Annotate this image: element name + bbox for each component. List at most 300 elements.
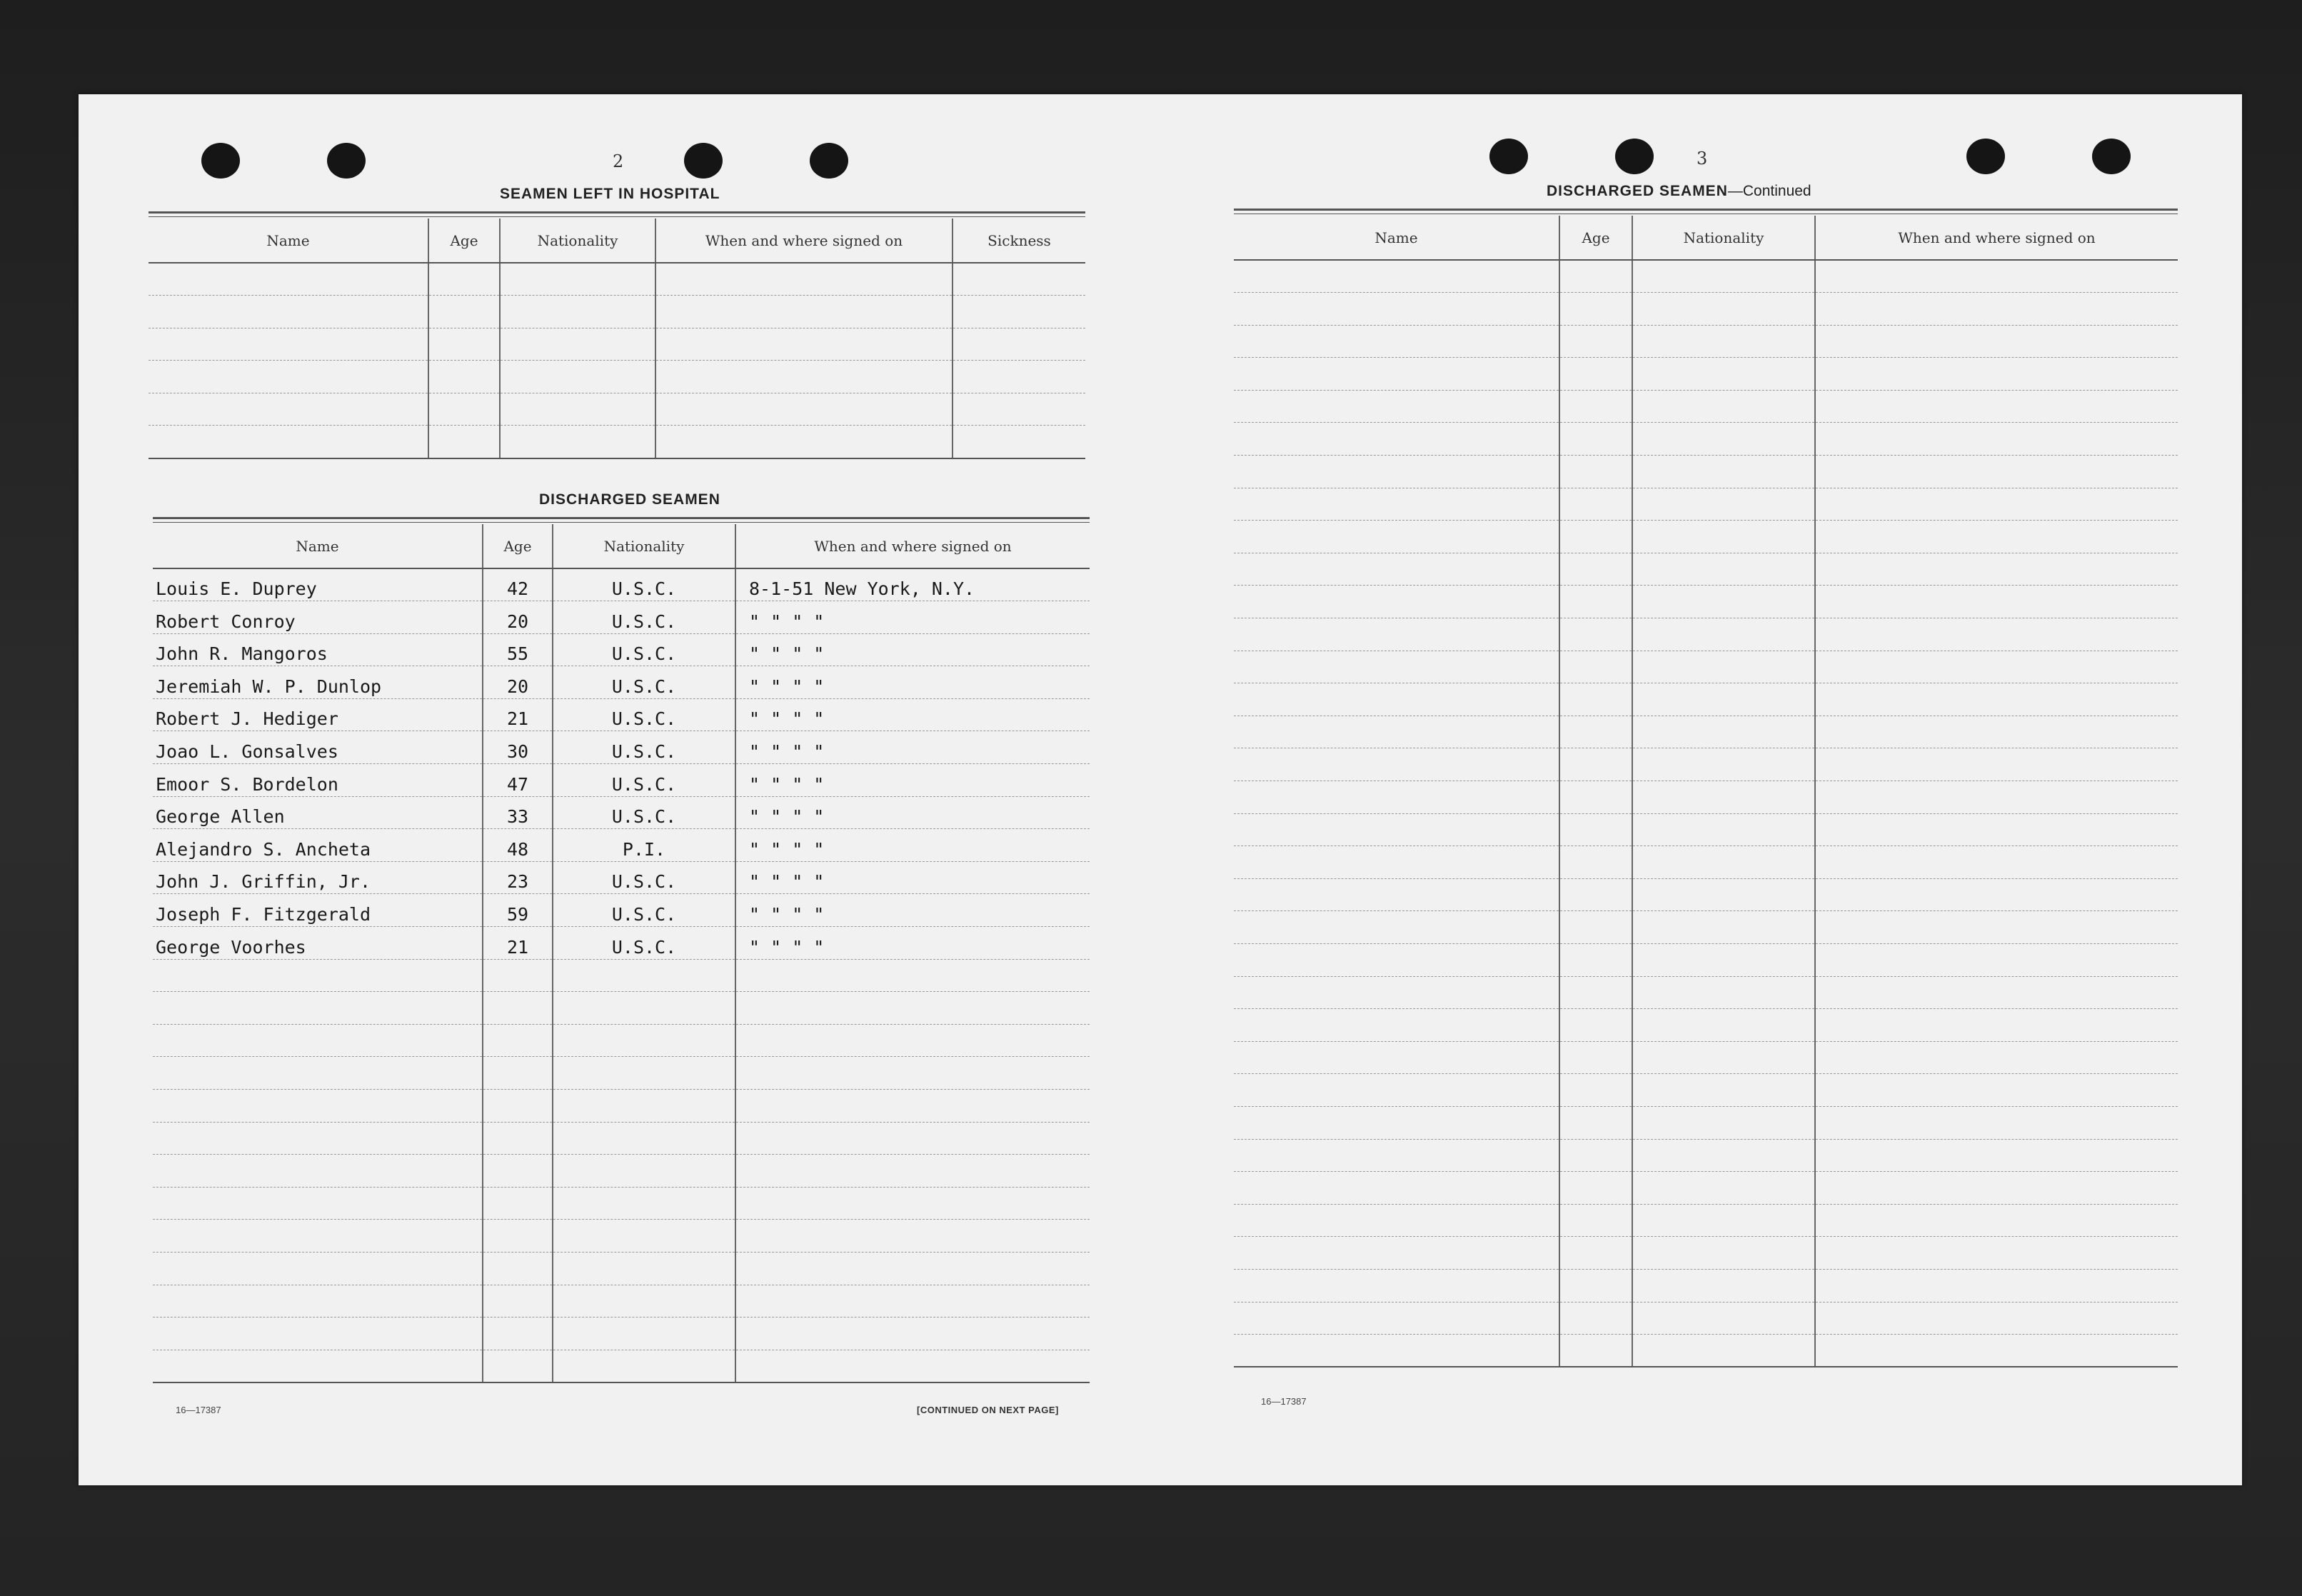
continued-empty-cell (1632, 423, 1815, 456)
continued-empty-cell (1559, 553, 1632, 586)
discharged-empty-cell (553, 1187, 735, 1220)
continued-empty-cell (1234, 488, 1559, 521)
nationality-cell: U.S.C. (553, 796, 735, 829)
discharged-empty-cell (553, 1090, 735, 1123)
continued-empty-cell (1234, 781, 1559, 814)
continued-empty-cell (1559, 1335, 1632, 1367)
continued-blank-row (1234, 1335, 2178, 1367)
table-row (153, 633, 1090, 666)
continued-empty-cell (1559, 1237, 1632, 1270)
discharged-empty-cell (483, 992, 553, 1025)
hospital-empty-cell (500, 361, 655, 393)
continued-empty-cell (1234, 260, 1559, 293)
continued-blank-row (1234, 1041, 2178, 1074)
continued-note: [CONTINUED ON NEXT PAGE] (917, 1405, 1059, 1415)
continued-header-cell: Name (1234, 216, 1559, 260)
hospital-blank-row (149, 426, 1085, 458)
continued-empty-cell (1559, 1009, 1632, 1042)
discharged-empty-cell (553, 1122, 735, 1155)
continued-blank-row (1234, 1009, 2178, 1042)
discharged-empty-cell (483, 1187, 553, 1220)
name-cell: Robert J. Hediger (153, 698, 483, 731)
continued-empty-cell (1234, 651, 1559, 683)
continued-header-cell: Age (1559, 216, 1632, 260)
continued-header-cell: When and where signed on (1815, 216, 2178, 260)
continued-empty-cell (1815, 1172, 2178, 1205)
form-code-left: 16—17387 (176, 1405, 221, 1415)
continued-title-rule (1234, 209, 2178, 214)
hospital-table-header (149, 219, 1085, 263)
continued-empty-cell (1559, 748, 1632, 781)
table-row (153, 731, 1090, 764)
continued-empty-cell (1234, 846, 1559, 879)
continued-empty-cell (1632, 1237, 1815, 1270)
hospital-empty-cell (500, 328, 655, 361)
discharged-empty-cell (553, 1318, 735, 1350)
continued-empty-cell (1632, 813, 1815, 846)
continued-empty-cell (1632, 1139, 1815, 1172)
continued-empty-cell (1234, 1302, 1559, 1335)
punch-hole (1966, 139, 2005, 174)
continued-blank-row (1234, 683, 2178, 716)
continued-blank-row (1234, 911, 2178, 944)
continued-empty-cell (1815, 1041, 2178, 1074)
discharged-empty-cell (483, 1285, 553, 1318)
continued-empty-cell (1234, 423, 1559, 456)
continued-empty-cell (1559, 813, 1632, 846)
continued-empty-cell (1632, 1335, 1815, 1367)
discharged-blank-row (153, 959, 1090, 992)
continued-empty-cell (1234, 683, 1559, 716)
hospital-empty-cell (428, 296, 500, 328)
age-cell: 23 (483, 861, 553, 894)
table-row (153, 829, 1090, 862)
hospital-blank-row (149, 296, 1085, 328)
continued-blank-row (1234, 748, 2178, 781)
table-row (153, 666, 1090, 699)
continued-empty-cell (1559, 781, 1632, 814)
continued-empty-cell (1559, 456, 1632, 488)
continued-empty-cell (1632, 781, 1815, 814)
continued-empty-cell (1559, 260, 1632, 293)
continued-empty-cell (1559, 1041, 1632, 1074)
nationality-cell: P.I. (553, 829, 735, 862)
continued-empty-cell (1559, 1302, 1632, 1335)
continued-empty-cell (1559, 358, 1632, 391)
discharged-empty-cell (153, 1090, 483, 1123)
continued-empty-cell (1632, 618, 1815, 651)
continued-empty-cell (1815, 260, 2178, 293)
discharged-blank-row (153, 1252, 1090, 1285)
discharged-empty-cell (553, 1350, 735, 1382)
hospital-header-cell: Age (428, 219, 500, 263)
continued-empty-cell (1815, 651, 2178, 683)
discharged-empty-cell (483, 1155, 553, 1188)
continued-blank-row (1234, 651, 2178, 683)
continued-empty-cell (1632, 878, 1815, 911)
continued-empty-cell (1234, 1204, 1559, 1237)
hospital-empty-cell (655, 426, 953, 458)
nationality-cell: U.S.C. (553, 568, 735, 601)
continued-blank-row (1234, 1269, 2178, 1302)
continued-blank-row (1234, 781, 2178, 814)
discharged-empty-cell (553, 959, 735, 992)
hospital-empty-cell (500, 393, 655, 426)
continued-empty-cell (1234, 976, 1559, 1009)
continued-empty-cell (1632, 488, 1815, 521)
continued-empty-cell (1559, 651, 1632, 683)
continued-empty-cell (1815, 358, 2178, 391)
continued-empty-cell (1559, 1172, 1632, 1205)
continued-empty-cell (1815, 1335, 2178, 1367)
continued-empty-cell (1632, 1172, 1815, 1205)
discharged-blank-row (153, 992, 1090, 1025)
continued-empty-cell (1234, 943, 1559, 976)
table-row (153, 861, 1090, 894)
continued-blank-row (1234, 1172, 2178, 1205)
signed-on-cell: " " " " (735, 829, 1090, 862)
hospital-empty-cell (428, 393, 500, 426)
continued-empty-cell (1234, 358, 1559, 391)
name-cell: John R. Mangoros (153, 633, 483, 666)
continued-empty-cell (1632, 456, 1815, 488)
continued-empty-cell (1559, 683, 1632, 716)
hospital-blank-row (149, 263, 1085, 296)
discharged-title-rule (153, 517, 1090, 523)
discharged-empty-cell (735, 1318, 1090, 1350)
hospital-blank-row (149, 393, 1085, 426)
continued-empty-cell (1632, 1074, 1815, 1107)
continued-empty-cell (1632, 1204, 1815, 1237)
continued-empty-cell (1559, 911, 1632, 944)
continued-empty-cell (1815, 586, 2178, 618)
discharged-empty-cell (483, 1318, 553, 1350)
continued-blank-row (1234, 521, 2178, 553)
continued-empty-cell (1632, 553, 1815, 586)
form-code-right: 16—17387 (1261, 1396, 1307, 1407)
punch-hole (810, 143, 848, 179)
continued-table (1234, 216, 2178, 1367)
hospital-empty-cell (953, 296, 1085, 328)
continued-blank-row (1234, 423, 2178, 456)
hospital-empty-cell (655, 263, 953, 296)
name-cell: Emoor S. Bordelon (153, 764, 483, 797)
discharged-empty-cell (735, 1285, 1090, 1318)
continued-empty-cell (1234, 553, 1559, 586)
continued-empty-cell (1234, 293, 1559, 326)
continued-empty-cell (1559, 943, 1632, 976)
hospital-empty-cell (149, 393, 428, 426)
discharged-empty-cell (153, 959, 483, 992)
hospital-empty-cell (500, 426, 655, 458)
continued-empty-cell (1632, 293, 1815, 326)
signed-on-cell: " " " " (735, 601, 1090, 634)
punch-hole (201, 143, 240, 179)
signed-on-cell: " " " " (735, 764, 1090, 797)
continued-empty-cell (1632, 1009, 1815, 1042)
age-cell: 30 (483, 731, 553, 764)
discharged-blank-row (153, 1024, 1090, 1057)
discharged-empty-cell (553, 1220, 735, 1253)
signed-on-cell: " " " " (735, 698, 1090, 731)
continued-empty-cell (1815, 1302, 2178, 1335)
hospital-empty-cell (149, 426, 428, 458)
continued-empty-cell (1632, 748, 1815, 781)
discharged-empty-cell (153, 1285, 483, 1318)
discharged-empty-cell (483, 1252, 553, 1285)
continued-empty-cell (1632, 846, 1815, 879)
continued-empty-cell (1632, 586, 1815, 618)
continued-empty-cell (1559, 521, 1632, 553)
discharged-empty-cell (735, 1122, 1090, 1155)
hospital-empty-cell (953, 263, 1085, 296)
continued-empty-cell (1815, 1106, 2178, 1139)
punch-hole (2092, 139, 2131, 174)
continued-empty-cell (1559, 325, 1632, 358)
continued-table-header (1234, 216, 2178, 260)
continued-empty-cell (1559, 1139, 1632, 1172)
hospital-blank-row (149, 361, 1085, 393)
continued-empty-cell (1234, 390, 1559, 423)
continued-blank-row (1234, 390, 2178, 423)
continued-empty-cell (1815, 325, 2178, 358)
continued-empty-cell (1234, 911, 1559, 944)
continued-empty-cell (1632, 716, 1815, 748)
age-cell: 47 (483, 764, 553, 797)
discharged-blank-row (153, 1318, 1090, 1350)
name-cell: George Voorhes (153, 927, 483, 960)
continued-empty-cell (1815, 813, 2178, 846)
continued-empty-cell (1815, 943, 2178, 976)
age-cell: 59 (483, 894, 553, 927)
hospital-header-cell: Name (149, 219, 428, 263)
discharged-empty-cell (153, 1220, 483, 1253)
nationality-cell: U.S.C. (553, 633, 735, 666)
discharged-empty-cell (735, 1220, 1090, 1253)
continued-blank-row (1234, 553, 2178, 586)
continued-empty-cell (1234, 1106, 1559, 1139)
hospital-empty-cell (655, 328, 953, 361)
continued-empty-cell (1559, 488, 1632, 521)
continued-blank-row (1234, 846, 2178, 879)
discharged-empty-cell (553, 1057, 735, 1090)
continued-blank-row (1234, 716, 2178, 748)
continued-blank-row (1234, 976, 2178, 1009)
nationality-cell: U.S.C. (553, 666, 735, 699)
table-row (153, 894, 1090, 927)
continued-empty-cell (1234, 325, 1559, 358)
nationality-cell: U.S.C. (553, 601, 735, 634)
continued-blank-row (1234, 813, 2178, 846)
hospital-empty-cell (953, 393, 1085, 426)
continued-blank-row (1234, 456, 2178, 488)
continued-empty-cell (1815, 878, 2178, 911)
continued-empty-cell (1234, 1269, 1559, 1302)
age-cell: 55 (483, 633, 553, 666)
continued-empty-cell (1815, 976, 2178, 1009)
discharged-empty-cell (483, 1350, 553, 1382)
discharged-blank-row (153, 1285, 1090, 1318)
continued-empty-cell (1234, 618, 1559, 651)
signed-on-cell: " " " " (735, 666, 1090, 699)
continued-blank-row (1234, 943, 2178, 976)
continued-empty-cell (1559, 878, 1632, 911)
page-number-right: 3 (1697, 149, 1708, 169)
continued-blank-row (1234, 618, 2178, 651)
punch-hole (1615, 139, 1654, 174)
discharged-blank-row (153, 1220, 1090, 1253)
continued-empty-cell (1559, 846, 1632, 879)
discharged-empty-cell (553, 1252, 735, 1285)
continued-empty-cell (1815, 1237, 2178, 1270)
hospital-empty-cell (655, 296, 953, 328)
discharged-empty-cell (735, 1024, 1090, 1057)
hospital-empty-cell (149, 361, 428, 393)
nationality-cell: U.S.C. (553, 927, 735, 960)
age-cell: 33 (483, 796, 553, 829)
continued-empty-cell (1815, 390, 2178, 423)
hospital-empty-cell (149, 296, 428, 328)
discharged-header-cell: When and where signed on (735, 524, 1090, 568)
continued-empty-cell (1234, 748, 1559, 781)
continued-empty-cell (1815, 293, 2178, 326)
continued-empty-cell (1815, 1139, 2178, 1172)
continued-empty-cell (1632, 260, 1815, 293)
hospital-title-rule (149, 211, 1085, 217)
hospital-empty-cell (953, 361, 1085, 393)
discharged-empty-cell (153, 1057, 483, 1090)
discharged-empty-cell (735, 992, 1090, 1025)
discharged-header-cell: Nationality (553, 524, 735, 568)
continued-blank-row (1234, 1106, 2178, 1139)
continued-blank-row (1234, 1237, 2178, 1270)
hospital-empty-cell (428, 426, 500, 458)
continued-empty-cell (1234, 878, 1559, 911)
discharged-empty-cell (483, 1122, 553, 1155)
continued-empty-cell (1559, 1269, 1632, 1302)
continued-empty-cell (1815, 716, 2178, 748)
continued-empty-cell (1632, 358, 1815, 391)
discharged-empty-cell (735, 1090, 1090, 1123)
discharged-empty-cell (553, 1285, 735, 1318)
discharged-blank-row (153, 1122, 1090, 1155)
continued-empty-cell (1815, 618, 2178, 651)
age-cell: 20 (483, 601, 553, 634)
discharged-empty-cell (553, 1024, 735, 1057)
discharged-header-cell: Name (153, 524, 483, 568)
table-row (153, 764, 1090, 797)
continued-empty-cell (1815, 683, 2178, 716)
age-cell: 20 (483, 666, 553, 699)
hospital-empty-cell (428, 328, 500, 361)
discharged-table (153, 524, 1090, 1383)
age-cell: 48 (483, 829, 553, 862)
hospital-header-cell: Sickness (953, 219, 1085, 263)
continued-empty-cell (1559, 1204, 1632, 1237)
continued-empty-cell (1815, 553, 2178, 586)
signed-on-cell: " " " " (735, 731, 1090, 764)
continued-empty-cell (1632, 911, 1815, 944)
page-number-left: 2 (613, 151, 624, 171)
continued-empty-cell (1559, 293, 1632, 326)
discharged-empty-cell (735, 1057, 1090, 1090)
continued-empty-cell (1632, 651, 1815, 683)
hospital-empty-cell (655, 393, 953, 426)
continued-empty-cell (1632, 521, 1815, 553)
continued-empty-cell (1815, 1204, 2178, 1237)
discharged-empty-cell (153, 992, 483, 1025)
continued-empty-cell (1632, 1041, 1815, 1074)
discharged-empty-cell (735, 1187, 1090, 1220)
discharged-empty-cell (483, 1024, 553, 1057)
nationality-cell: U.S.C. (553, 698, 735, 731)
discharged-empty-cell (153, 1187, 483, 1220)
name-cell: George Allen (153, 796, 483, 829)
discharged-empty-cell (153, 1252, 483, 1285)
discharged-empty-cell (483, 1057, 553, 1090)
hospital-section-title: SEAMEN LEFT IN HOSPITAL (500, 186, 720, 202)
continued-empty-cell (1234, 456, 1559, 488)
continued-blank-row (1234, 1139, 2178, 1172)
discharged-blank-row (153, 1187, 1090, 1220)
table-row (153, 927, 1090, 960)
continued-empty-cell (1234, 1335, 1559, 1367)
continued-empty-cell (1815, 1009, 2178, 1042)
continued-empty-cell (1815, 748, 2178, 781)
discharged-empty-cell (153, 1350, 483, 1382)
signed-on-cell: " " " " (735, 796, 1090, 829)
continued-empty-cell (1234, 1009, 1559, 1042)
name-cell: Joao L. Gonsalves (153, 731, 483, 764)
hospital-header-cell: Nationality (500, 219, 655, 263)
continued-section-title (1547, 183, 1811, 200)
hospital-blank-row (149, 328, 1085, 361)
signed-on-cell: " " " " (735, 927, 1090, 960)
discharged-empty-cell (483, 959, 553, 992)
continued-blank-row (1234, 358, 2178, 391)
name-cell: John J. Griffin, Jr. (153, 861, 483, 894)
hospital-empty-cell (655, 361, 953, 393)
continued-empty-cell (1234, 1237, 1559, 1270)
continued-empty-cell (1559, 586, 1632, 618)
discharged-empty-cell (483, 1090, 553, 1123)
continued-empty-cell (1815, 423, 2178, 456)
continued-empty-cell (1559, 390, 1632, 423)
continued-blank-row (1234, 1204, 2178, 1237)
hospital-empty-cell (953, 328, 1085, 361)
punch-hole (684, 143, 723, 179)
discharged-blank-row (153, 1090, 1090, 1123)
table-row (153, 568, 1090, 601)
form-sheet (79, 94, 2242, 1485)
continued-empty-cell (1815, 488, 2178, 521)
continued-empty-cell (1815, 911, 2178, 944)
continued-empty-cell (1815, 1074, 2178, 1107)
continued-empty-cell (1632, 1302, 1815, 1335)
discharged-empty-cell (153, 1318, 483, 1350)
continued-empty-cell (1632, 1106, 1815, 1139)
continued-empty-cell (1815, 1269, 2178, 1302)
continued-empty-cell (1559, 976, 1632, 1009)
signed-on-cell: " " " " (735, 633, 1090, 666)
discharged-empty-cell (735, 959, 1090, 992)
continued-blank-row (1234, 1302, 2178, 1335)
continued-empty-cell (1632, 976, 1815, 1009)
punch-hole (327, 143, 366, 179)
continued-empty-cell (1632, 683, 1815, 716)
continued-empty-cell (1632, 1269, 1815, 1302)
name-cell: Louis E. Duprey (153, 568, 483, 601)
